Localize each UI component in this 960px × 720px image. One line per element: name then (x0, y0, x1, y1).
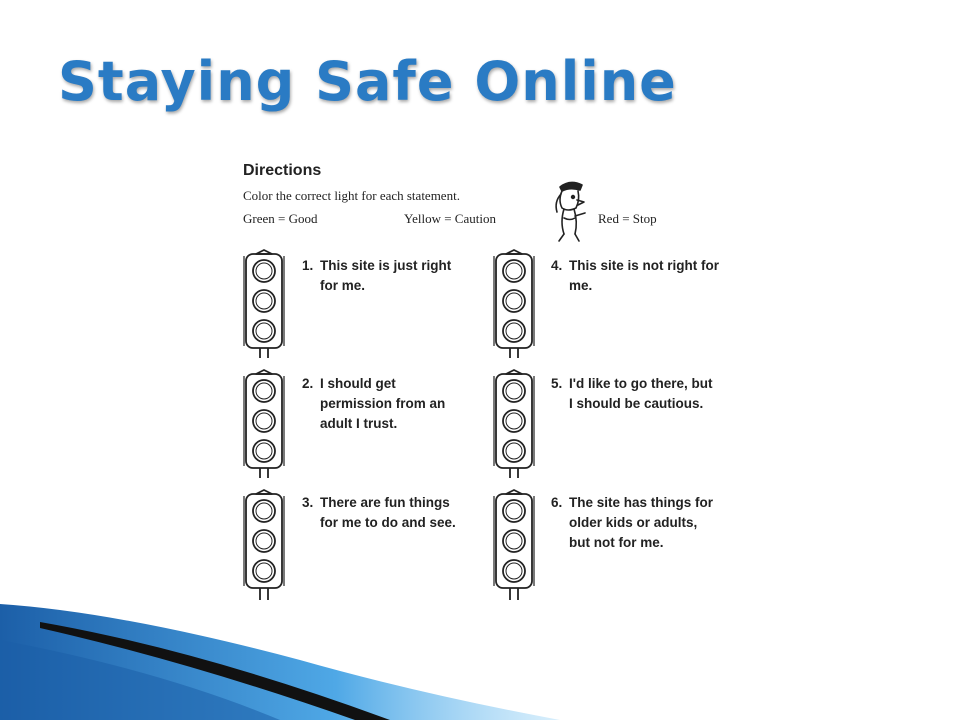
slide-title: Staying Safe Online (58, 50, 677, 113)
statement-number: 6. (551, 495, 563, 510)
legend-green: Green = Good (243, 211, 318, 226)
statement-text: I should get permission from an adult I trust. (320, 376, 446, 431)
statement-text: This site is just right for me. (320, 258, 452, 293)
directions-instruction: Color the correct light for each statement. (243, 188, 460, 203)
statement-text: This site is not right for me. (569, 258, 720, 293)
statement-number: 4. (551, 258, 563, 273)
statement-number: 5. (551, 376, 563, 391)
statement-text: The site has things for older kids or adults, but not for me. (569, 495, 714, 550)
directions-heading: Directions (243, 162, 322, 179)
statement-number: 1. (302, 258, 314, 273)
statement-text: There are fun things for me to do and see. (320, 495, 456, 530)
statement-number: 3. (302, 495, 314, 510)
legend-red: Red = Stop (598, 211, 657, 226)
legend-yellow: Yellow = Caution (404, 211, 496, 226)
statement-number: 2. (302, 376, 314, 391)
statement-text: I'd like to go there, but I should be cautious. (569, 376, 713, 411)
